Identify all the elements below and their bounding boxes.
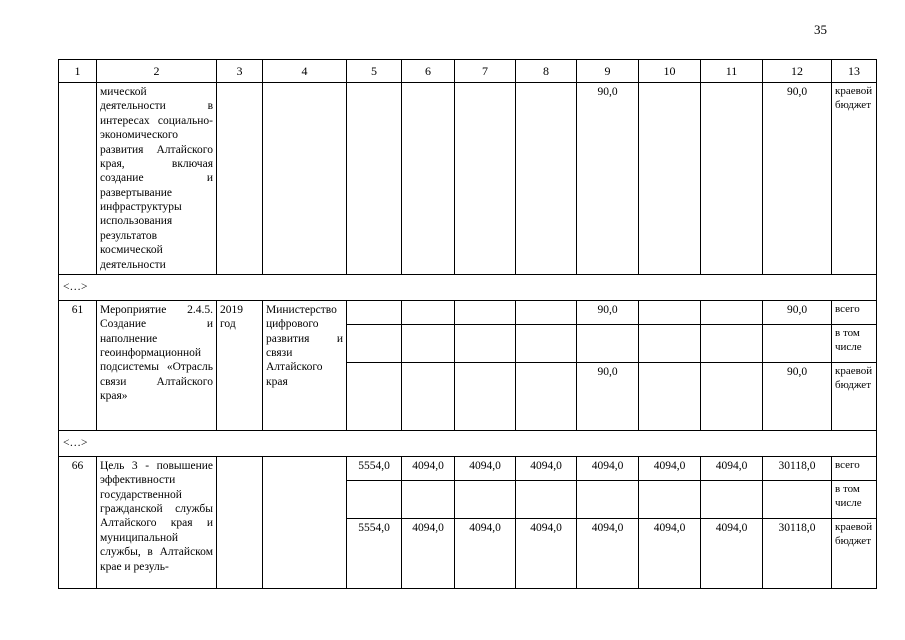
value-cell: 30118,0 bbox=[763, 456, 832, 480]
funding-source-cell: краевой бюджет bbox=[832, 362, 877, 430]
funding-source-cell: всего bbox=[832, 456, 877, 480]
executor-cell: Министерство цифрового развития и связи Алтайского края bbox=[263, 300, 347, 430]
value-cell: 4094,0 bbox=[639, 518, 701, 588]
value-cell bbox=[347, 83, 402, 275]
value-cell bbox=[347, 324, 402, 362]
column-header: 5 bbox=[347, 60, 402, 83]
value-cell: 90,0 bbox=[577, 362, 639, 430]
value-cell: 4094,0 bbox=[639, 456, 701, 480]
value-cell bbox=[455, 300, 516, 324]
row-number-cell: 61 bbox=[59, 300, 97, 430]
value-cell bbox=[455, 480, 516, 518]
table-row bbox=[59, 456, 877, 480]
value-cell bbox=[577, 480, 639, 518]
value-cell bbox=[455, 324, 516, 362]
column-header: 2 bbox=[97, 60, 217, 83]
value-cell: 4094,0 bbox=[402, 456, 455, 480]
column-header: 4 bbox=[263, 60, 347, 83]
value-cell bbox=[347, 300, 402, 324]
value-cell bbox=[402, 324, 455, 362]
value-cell: 90,0 bbox=[577, 300, 639, 324]
funding-source-cell: краевой бюджет bbox=[832, 518, 877, 588]
value-cell bbox=[701, 83, 763, 275]
year-cell bbox=[217, 83, 263, 275]
value-cell bbox=[402, 362, 455, 430]
value-cell bbox=[402, 300, 455, 324]
column-header: 12 bbox=[763, 60, 832, 83]
value-cell: 5554,0 bbox=[347, 518, 402, 588]
column-header: 7 bbox=[455, 60, 516, 83]
value-cell bbox=[763, 324, 832, 362]
value-cell: 4094,0 bbox=[701, 456, 763, 480]
value-cell bbox=[347, 480, 402, 518]
value-cell: 4094,0 bbox=[455, 518, 516, 588]
row-name-cell: Мероприятие 2.4.5. Создание и наполнение геоинформационной подсистемы «Отрасль связи Алтайского края» bbox=[97, 300, 217, 430]
value-cell bbox=[402, 480, 455, 518]
value-cell: 90,0 bbox=[763, 362, 832, 430]
value-cell: 4094,0 bbox=[455, 456, 516, 480]
value-cell bbox=[639, 480, 701, 518]
value-cell: 30118,0 bbox=[763, 518, 832, 588]
column-header: 1 bbox=[59, 60, 97, 83]
column-header: 8 bbox=[516, 60, 577, 83]
value-cell bbox=[455, 83, 516, 275]
value-cell bbox=[701, 300, 763, 324]
value-cell bbox=[639, 362, 701, 430]
value-cell bbox=[455, 362, 516, 430]
executor-cell bbox=[263, 456, 347, 588]
value-cell bbox=[701, 324, 763, 362]
year-cell: 2019 год bbox=[217, 300, 263, 430]
ellipsis-cell: <…> bbox=[59, 430, 877, 456]
ellipsis-cell: <…> bbox=[59, 274, 877, 300]
ellipsis-row bbox=[59, 274, 877, 300]
column-number-row bbox=[59, 60, 877, 83]
funding-source-cell: в том числе bbox=[832, 480, 877, 518]
funding-source-cell: в том числе bbox=[832, 324, 877, 362]
column-header: 13 bbox=[832, 60, 877, 83]
executor-cell bbox=[263, 83, 347, 275]
column-header: 3 bbox=[217, 60, 263, 83]
column-header: 11 bbox=[701, 60, 763, 83]
table-row bbox=[59, 300, 877, 324]
value-cell: 4094,0 bbox=[402, 518, 455, 588]
value-cell bbox=[763, 480, 832, 518]
value-cell bbox=[701, 362, 763, 430]
year-cell bbox=[217, 456, 263, 588]
funding-source-cell: всего bbox=[832, 300, 877, 324]
value-cell bbox=[639, 83, 701, 275]
value-cell bbox=[516, 300, 577, 324]
value-cell bbox=[516, 480, 577, 518]
funding-source-cell: краевой бюджет bbox=[832, 83, 877, 275]
value-cell bbox=[639, 324, 701, 362]
value-cell: 4094,0 bbox=[516, 456, 577, 480]
ellipsis-row bbox=[59, 430, 877, 456]
budget-table bbox=[58, 59, 877, 589]
value-cell: 5554,0 bbox=[347, 456, 402, 480]
value-cell bbox=[402, 83, 455, 275]
value-cell: 90,0 bbox=[763, 83, 832, 275]
row-number-cell bbox=[59, 83, 97, 275]
value-cell bbox=[577, 324, 639, 362]
row-name-cell: Цель 3 - повышение эффективности государственной гражданской службы Алтайского края и муниципальной службы, в Алтайском крае и резуль- bbox=[97, 456, 217, 588]
value-cell: 4094,0 bbox=[577, 456, 639, 480]
value-cell: 90,0 bbox=[577, 83, 639, 275]
column-header: 9 bbox=[577, 60, 639, 83]
value-cell bbox=[516, 83, 577, 275]
row-name-cell: мической деятельности в интересах социально-экономического развития Алтайского края, включая создание и развертывание инфраструктуры использования результатов космической деятельности bbox=[97, 83, 217, 275]
table-row bbox=[59, 83, 877, 275]
value-cell bbox=[516, 324, 577, 362]
value-cell bbox=[701, 480, 763, 518]
value-cell: 4094,0 bbox=[577, 518, 639, 588]
value-cell: 4094,0 bbox=[516, 518, 577, 588]
value-cell: 90,0 bbox=[763, 300, 832, 324]
value-cell bbox=[347, 362, 402, 430]
row-number-cell: 66 bbox=[59, 456, 97, 588]
value-cell bbox=[516, 362, 577, 430]
column-header: 10 bbox=[639, 60, 701, 83]
value-cell: 4094,0 bbox=[701, 518, 763, 588]
value-cell bbox=[639, 300, 701, 324]
column-header: 6 bbox=[402, 60, 455, 83]
page-number: 35 bbox=[814, 22, 827, 37]
